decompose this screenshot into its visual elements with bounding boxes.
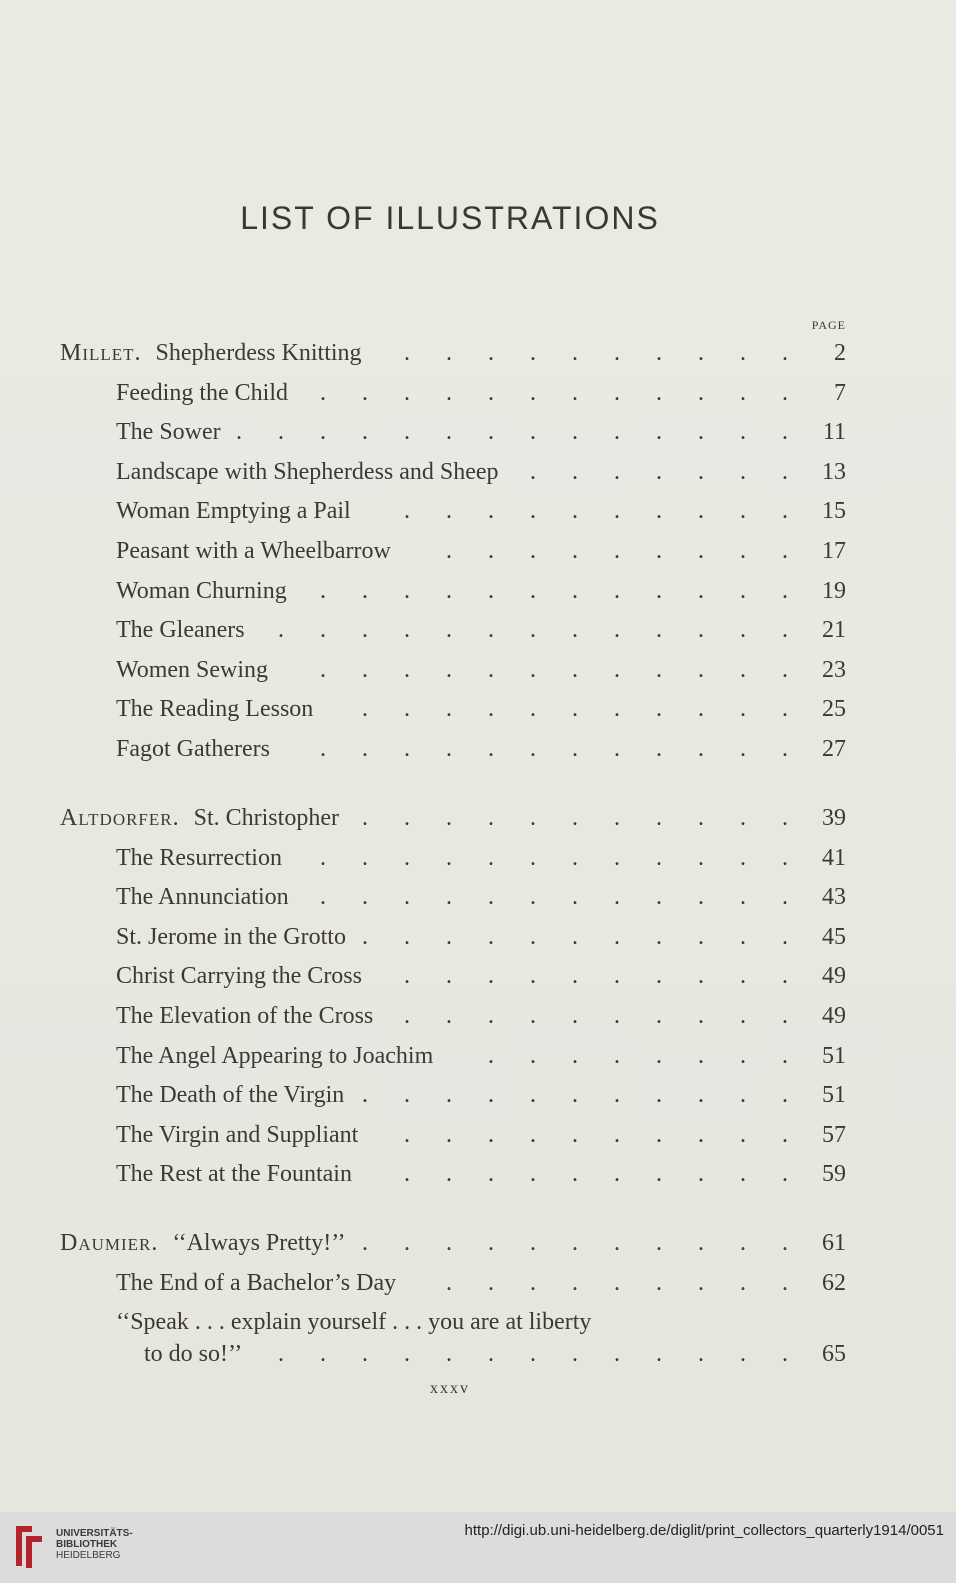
dot-leader: .......... (404, 498, 824, 525)
illustration-title: Woman Churning (116, 577, 287, 604)
list-item (0, 615, 956, 645)
page-number: 59 (822, 1161, 846, 1188)
page-column-label: PAGE (811, 318, 846, 332)
dot-leader: ............ (320, 736, 824, 762)
illustration-title: Women Sewing (116, 656, 269, 683)
dot-leader: ........... (362, 696, 824, 723)
list-item (0, 1080, 956, 1110)
illustration-title-continued: to do so!’’ (144, 1341, 243, 1368)
page-number: 27 (822, 736, 846, 762)
page-number: 62 (822, 1269, 846, 1296)
page-number: 21 (822, 617, 846, 644)
page-number: 57 (822, 1121, 846, 1148)
page-number: 39 (822, 805, 846, 831)
illustration-title: ‘‘Always Pretty!’’ (172, 1230, 346, 1256)
illustration-title: Shepherdess Knitting (155, 340, 362, 366)
page-folio: xxxv (430, 1380, 470, 1397)
illustration-title: Woman Emptying a Pail (116, 498, 351, 525)
illustration-title: Landscape with Shepherdess and Sheep (116, 458, 499, 485)
dot-leader: .......... (404, 1003, 824, 1029)
page-number: 15 (822, 498, 846, 525)
dot-leader: ........... (362, 805, 824, 831)
list-item-continuation (0, 1339, 956, 1369)
list-item (0, 338, 956, 368)
page-number: 45 (822, 923, 846, 950)
list-item (0, 961, 956, 991)
list-item (0, 1268, 956, 1298)
dot-leader: ........ (488, 1042, 824, 1069)
list-item (0, 734, 956, 764)
page-number: 51 (822, 1042, 846, 1069)
list-item (0, 1228, 956, 1258)
dot-leader: ............. (278, 617, 824, 644)
illustration-title: ‘‘Speak . . . explain yourself . . . you are at liberty (116, 1309, 592, 1336)
library-name-line: HEIDELBERG (56, 1550, 121, 1561)
page-number: 49 (822, 1003, 846, 1029)
dot-leader: .............. (236, 419, 824, 446)
dot-leader: ............ (320, 656, 824, 683)
illustration-title: The Gleaners (116, 617, 245, 644)
page-number: 41 (822, 844, 846, 871)
illustration-title: The Elevation of the Cross (116, 1003, 374, 1029)
dot-leader: ............ (320, 884, 824, 911)
list-item (0, 457, 956, 487)
illustration-title: The Resurrection (116, 844, 282, 871)
list-item (0, 694, 956, 724)
artist-name: Altdorfer. (60, 805, 180, 831)
dot-leader: .......... (404, 963, 824, 990)
list-item (0, 803, 956, 833)
list-item (0, 1041, 956, 1071)
illustration-title: The Angel Appearing to Joachim (116, 1042, 434, 1069)
list-item (0, 378, 956, 408)
illustration-title: Christ Carrying the Cross (116, 963, 362, 990)
list-item (0, 1120, 956, 1150)
list-item (0, 655, 956, 685)
illustration-title: Fagot Gatherers (116, 736, 270, 762)
list-item (0, 1307, 956, 1337)
page-number: 65 (822, 1341, 846, 1368)
page-number: 17 (822, 538, 846, 564)
dot-leader: ......... (446, 538, 824, 564)
page-title: LIST OF ILLUSTRATIONS (240, 200, 660, 236)
dot-leader: .......... (404, 340, 824, 366)
illustration-title: The Sower (116, 419, 221, 446)
dot-leader: ............ (320, 379, 824, 406)
list-item (0, 843, 956, 873)
library-logo-icon (10, 1522, 48, 1572)
dot-leader: ........... (362, 923, 824, 950)
dot-leader: ........... (362, 1230, 824, 1256)
dot-leader: ............ (320, 577, 824, 604)
page-number: 11 (822, 419, 846, 446)
illustration-title: The Death of the Virgin (116, 1082, 345, 1109)
library-name (56, 1528, 133, 1561)
list-item (0, 576, 956, 606)
dot-leader: ........... (362, 1082, 824, 1109)
source-url-link[interactable]: http://digi.ub.uni-heidelberg.de/diglit/print_collectors_quarterly1914/0051 (464, 1522, 944, 1539)
page-number: 23 (822, 656, 846, 683)
library-footer (0, 1512, 956, 1583)
page-number: 43 (822, 884, 846, 911)
illustration-title: Peasant with a Wheelbarrow (116, 538, 391, 564)
illustration-title: The Rest at the Fountain (116, 1161, 352, 1188)
dot-leader: ......... (446, 1269, 824, 1296)
illustration-title: The Virgin and Suppliant (116, 1121, 359, 1148)
list-item (0, 496, 956, 526)
list-item (0, 1001, 956, 1031)
artist-name: Millet. (60, 340, 142, 366)
library-name-line: BIBLIOTHEK (56, 1539, 118, 1550)
page-number: 25 (822, 696, 846, 723)
dot-leader: ............ (320, 844, 824, 871)
page-number: 19 (822, 577, 846, 604)
list-item (0, 417, 956, 447)
illustration-title: St. Jerome in the Grotto (116, 923, 346, 950)
page-number: 51 (822, 1082, 846, 1109)
library-name-line: UNIVERSITÄTS- (56, 1528, 133, 1539)
illustration-title: Feeding the Child (116, 379, 288, 406)
list-item (0, 922, 956, 952)
illustration-title: St. Christopher (193, 805, 339, 831)
list-item (0, 1159, 956, 1189)
dot-leader: .......... (404, 1161, 824, 1188)
list-item (0, 882, 956, 912)
dot-leader: .......... (404, 1121, 824, 1148)
illustration-title: The Reading Lesson (116, 696, 314, 723)
list-item (0, 536, 956, 566)
page-number: 7 (834, 379, 846, 406)
illustration-title: The End of a Bachelor’s Day (116, 1269, 397, 1296)
page-number: 2 (834, 340, 846, 366)
page-number: 49 (822, 963, 846, 990)
dot-leader: ....... (530, 458, 824, 485)
illustration-title: The Annunciation (116, 884, 289, 911)
artist-name: Daumier. (60, 1230, 159, 1256)
dot-leader: ............. (278, 1341, 824, 1368)
page-number: 13 (822, 458, 846, 485)
page-number: 61 (822, 1230, 846, 1256)
